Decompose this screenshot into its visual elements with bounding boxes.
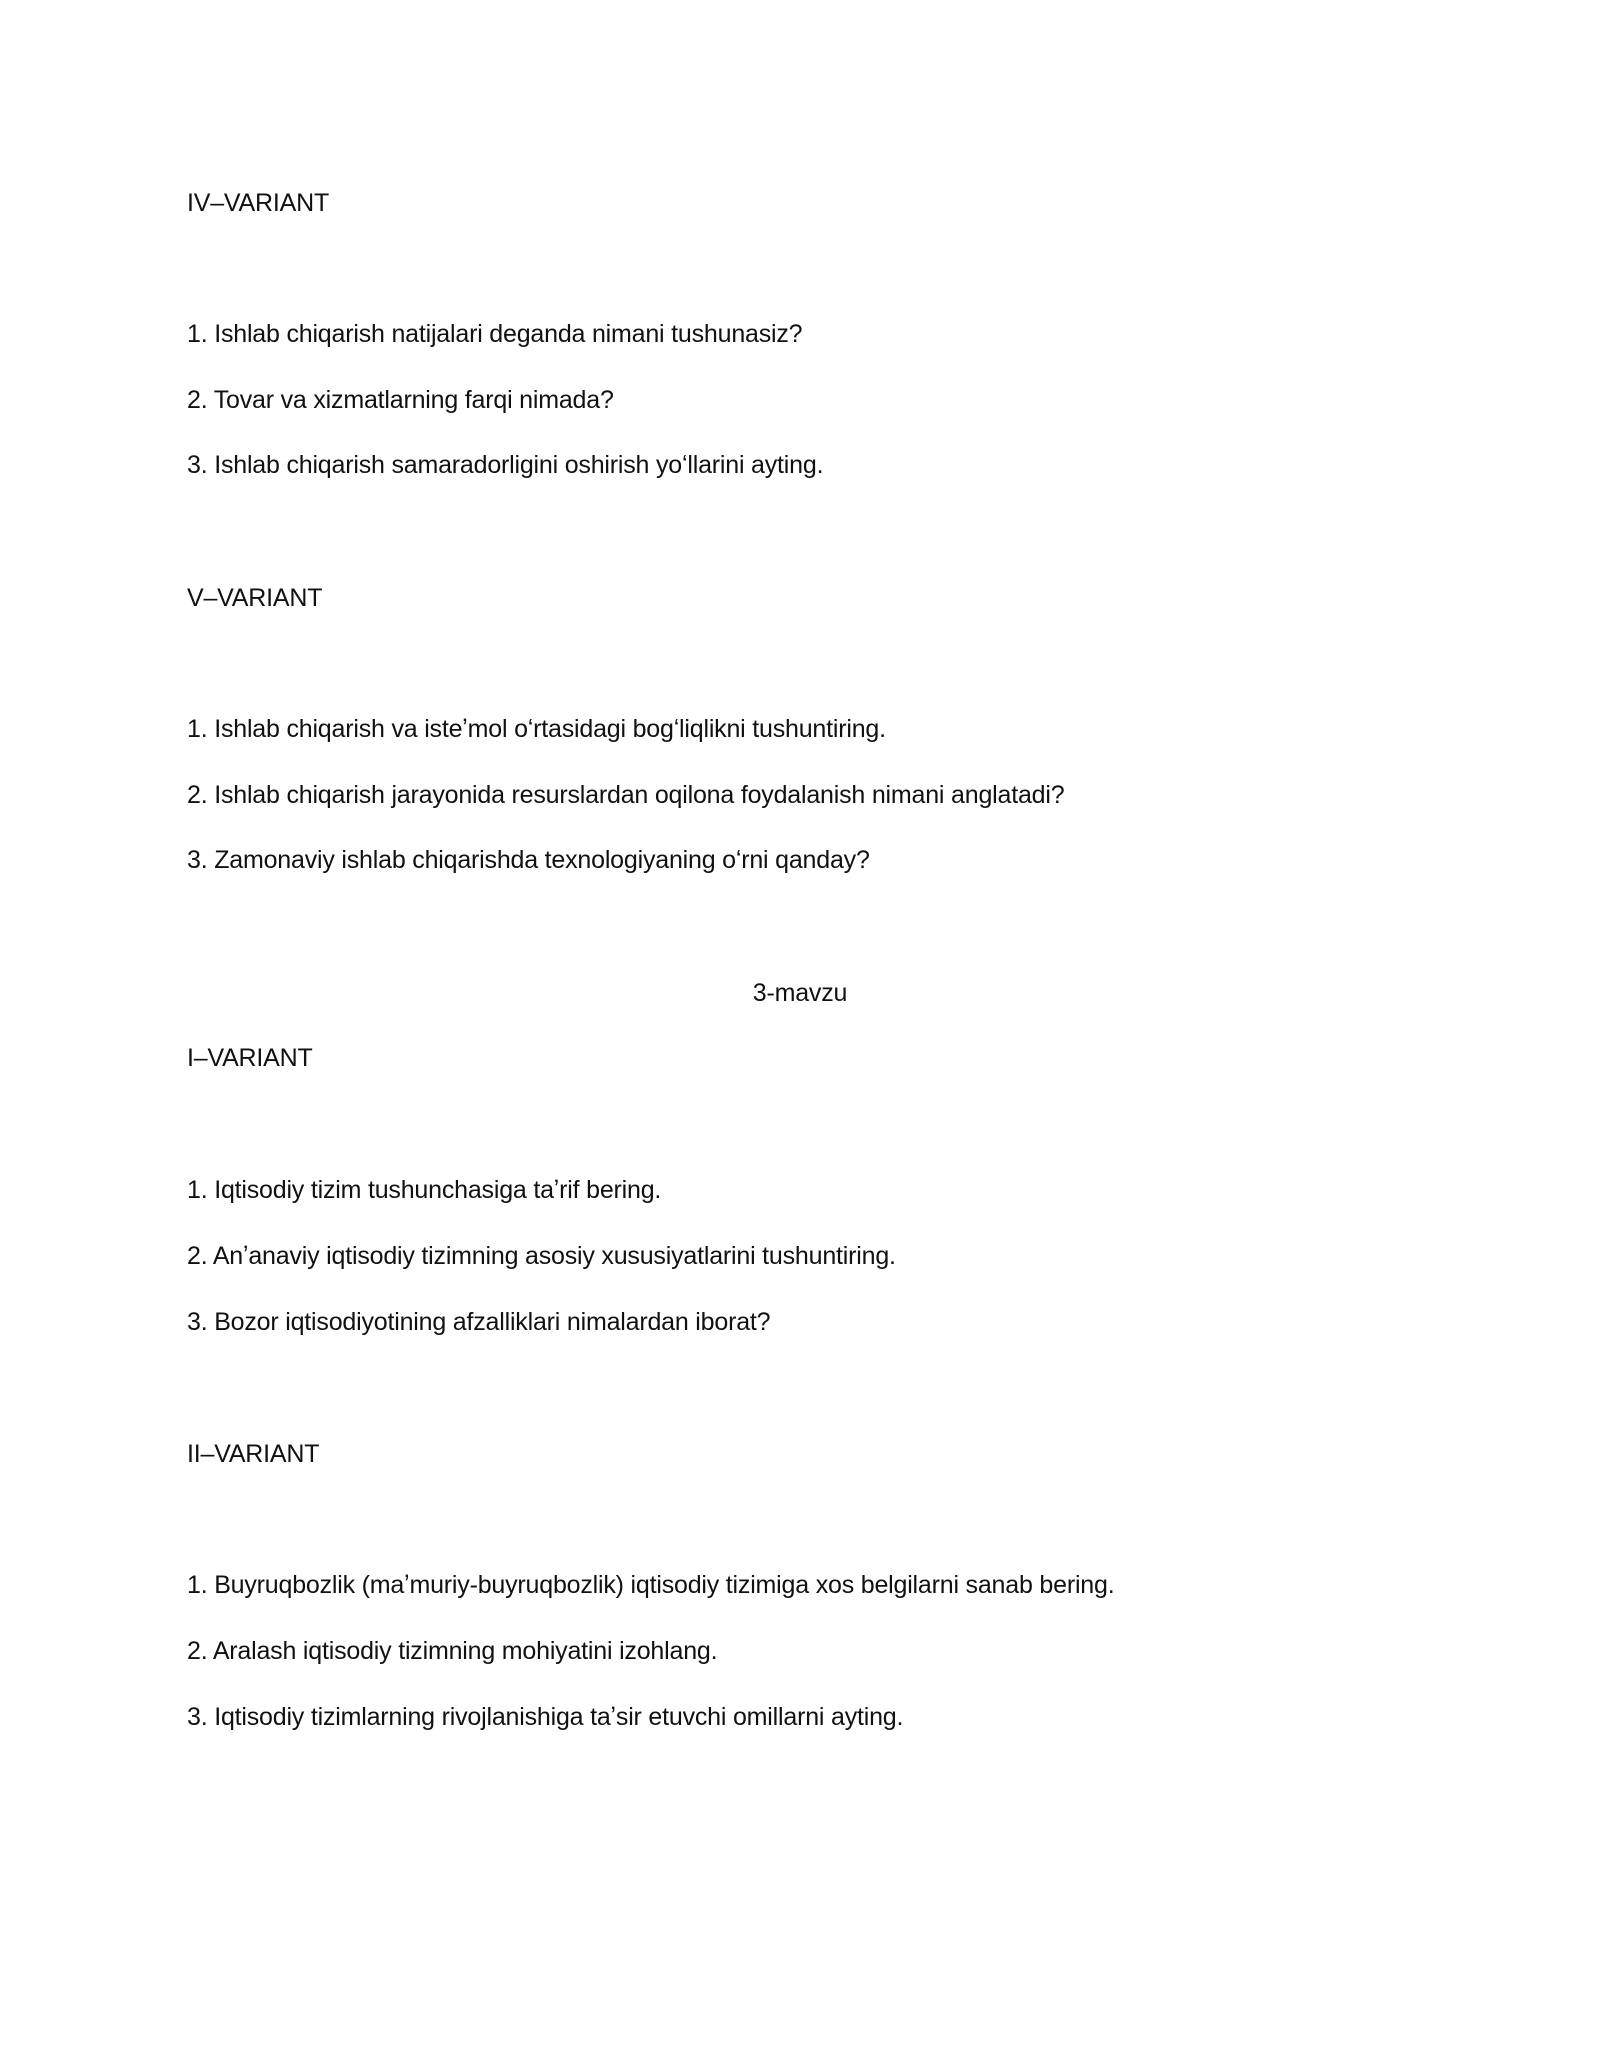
- question: 3. Zamonaviy ishlab chiqarishda texnologiyaning oʻrni qanday?: [187, 846, 870, 874]
- question: 2. Tovar va xizmatlarning farqi nimada?: [187, 386, 614, 414]
- variant-heading: I–VARIANT: [187, 1044, 313, 1072]
- question: 1. Buyruqbozlik (maʼmuriy-buyruqbozlik) iqtisodiy tizimiga xos belgilarni sanab bering.: [187, 1571, 1115, 1599]
- question: 1. Ishlab chiqarish va isteʼmol oʻrtasidagi bogʻliqlikni tushuntiring.: [187, 715, 886, 743]
- question: 3. Bozor iqtisodiyotining afzalliklari nimalardan iborat?: [187, 1308, 771, 1336]
- question: 2. Anʼanaviy iqtisodiy tizimning asosiy xususiyatlarini tushuntiring.: [187, 1242, 896, 1270]
- variant-heading: IV–VARIANT: [187, 189, 330, 217]
- question: 1. Iqtisodiy tizim tushunchasiga taʼrif bering.: [187, 1176, 662, 1204]
- topic-title: 3-mavzu: [752, 979, 848, 1007]
- variant-heading: II–VARIANT: [187, 1440, 320, 1468]
- question: 3. Iqtisodiy tizimlarning rivojlanishiga taʼsir etuvchi omillarni ayting.: [187, 1703, 904, 1731]
- question: 3. Ishlab chiqarish samaradorligini oshirish yoʻllarini ayting.: [187, 451, 824, 479]
- variant-heading: V–VARIANT: [187, 584, 323, 612]
- question: 2. Ishlab chiqarish jarayonida resurslardan oqilona foydalanish nimani anglatadi?: [187, 781, 1065, 809]
- question: 2. Aralash iqtisodiy tizimning mohiyatini izohlang.: [187, 1637, 718, 1665]
- question: 1. Ishlab chiqarish natijalari deganda nimani tushunasiz?: [187, 320, 803, 348]
